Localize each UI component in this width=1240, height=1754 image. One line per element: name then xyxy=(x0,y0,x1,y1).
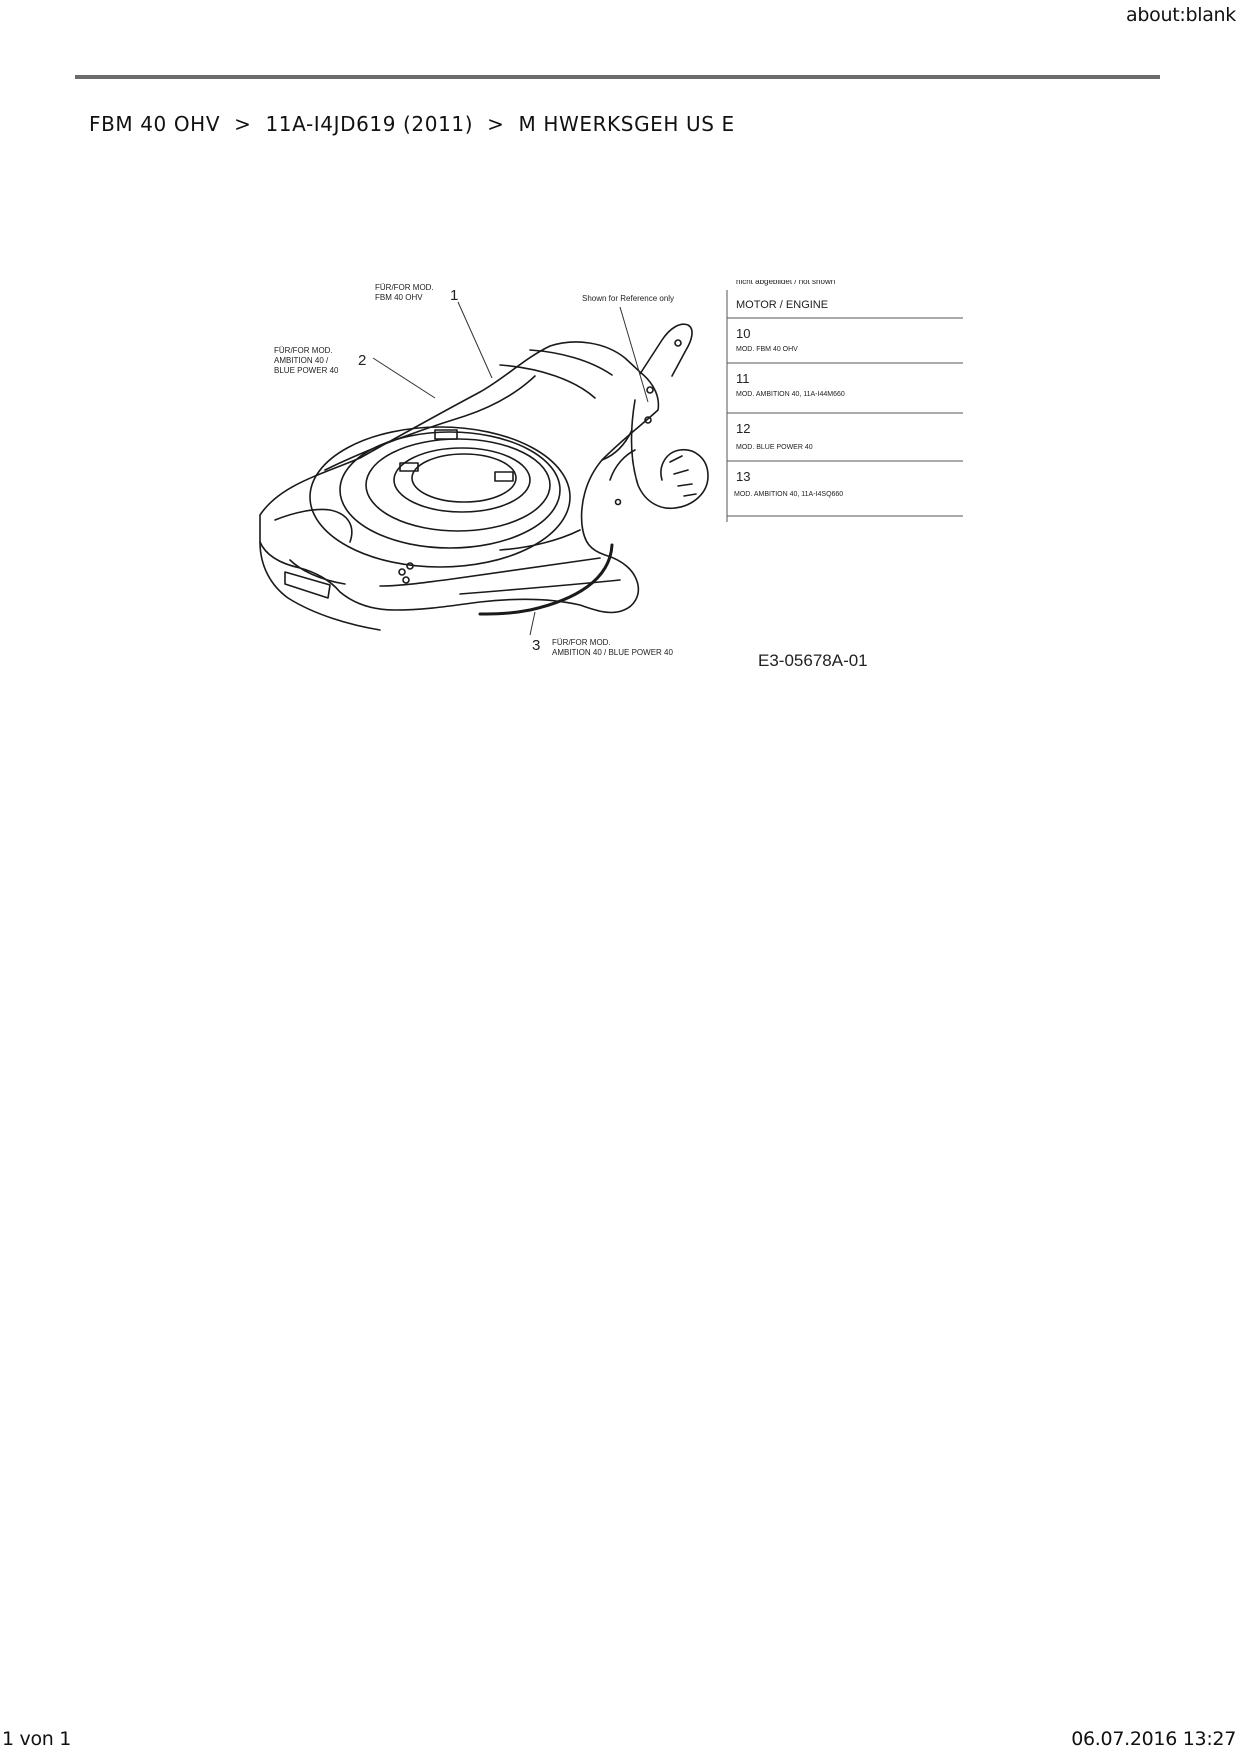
legend-item-13-text: MOD. AMBITION 40, 11A-I4SQ660 xyxy=(734,491,844,498)
legend-item-12-number: 12 xyxy=(736,421,751,436)
callout-number-1: 1 xyxy=(450,287,459,304)
print-timestamp: 06.07.2016 13:27 xyxy=(1071,1728,1236,1750)
breadcrumb-part-number[interactable]: 11A-I4JD619 (2011) xyxy=(265,112,474,136)
callout-3-line-1: FÜR/FOR MOD. xyxy=(552,638,611,647)
callout-2-line-2: AMBITION 40 / xyxy=(274,356,329,365)
breadcrumb-separator: > xyxy=(234,112,252,136)
drawing-id: E3-05678A-01 xyxy=(758,651,868,670)
legend-item-10-number: 10 xyxy=(736,326,751,341)
callout-number-2: 2 xyxy=(358,352,367,369)
legend-item-10-text: MOD. FBM 40 OHV xyxy=(736,346,798,353)
page-url: about:blank xyxy=(1126,4,1236,26)
legend-title: MOTOR / ENGINE xyxy=(736,299,829,311)
legend-heading: nicht abgebildet / not shown xyxy=(736,280,836,286)
legend-item-12-text: MOD. BLUE POWER 40 xyxy=(736,444,813,451)
legend-item-11-text: MOD. AMBITION 40, 11A-I44M660 xyxy=(736,391,845,398)
callout-1-line-1: FÜR/FOR MOD. xyxy=(375,283,434,292)
breadcrumb xyxy=(89,112,735,136)
callout-2-line-1: FÜR/FOR MOD. xyxy=(274,346,333,355)
parts-diagram xyxy=(230,280,1000,775)
page-counter: 1 von 1 xyxy=(2,1728,72,1750)
breadcrumb-current: M HWERKSGEH US E xyxy=(518,112,735,136)
callout-3-line-2: AMBITION 40 / BLUE POWER 40 xyxy=(552,648,673,657)
not-shown-legend xyxy=(727,280,963,522)
breadcrumb-model[interactable]: FBM 40 OHV xyxy=(89,112,221,136)
reference-note: Shown for Reference only xyxy=(582,294,675,303)
header-rule xyxy=(75,75,1160,79)
legend-item-11-number: 11 xyxy=(736,371,750,386)
leader-lines xyxy=(373,302,648,635)
breadcrumb-separator: > xyxy=(487,112,505,136)
callout-1-line-2: FBM 40 OHV xyxy=(375,293,423,302)
legend-item-13-number: 13 xyxy=(736,469,751,484)
callout-number-3: 3 xyxy=(532,637,541,654)
deck-diagram-svg xyxy=(230,280,1000,775)
callout-2-line-3: BLUE POWER 40 xyxy=(274,366,339,375)
